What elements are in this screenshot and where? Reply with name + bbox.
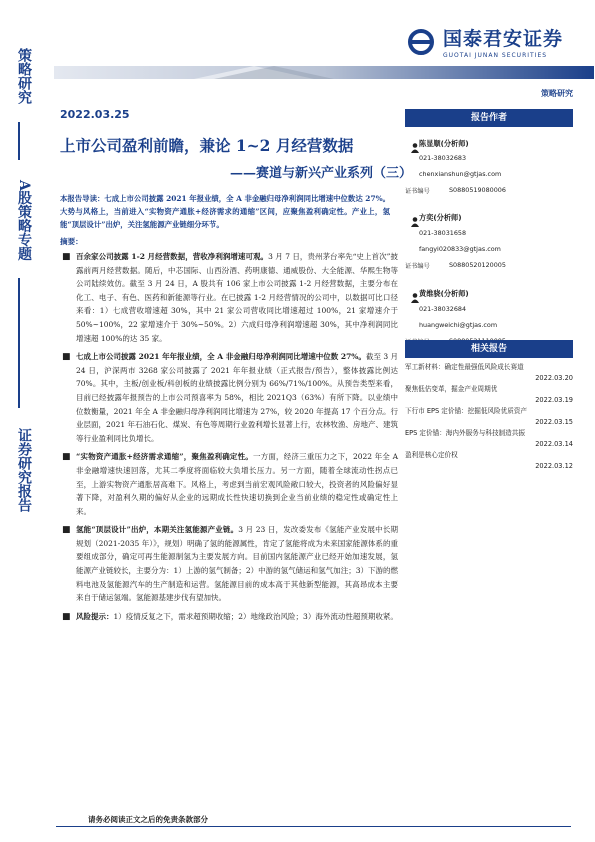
report-intro: 本报告导读：七成上市公司披露 2021 年报业绩，全 A 非金融归母净利润同比增速中位数达 27%。大势与风格上，当前进入“实物资产通胀+经济需求的通缩”区间，应聚焦盈利确定性。产业上，氢能“顶层设计”出炉，关注氢能源产业链细分环节。 [60,194,390,229]
logo-mark-icon [405,29,437,55]
author-email[interactable]: chenxianshun@gtjas.com [419,170,502,178]
abstract-bullet [60,250,398,345]
side-section-label: 策略研究 [16,48,32,104]
logo-text-en: GUOTAI JUNAN SECURITIES [443,52,548,59]
doc-type-label: 策略研究 [541,89,573,98]
related-report-date: 2022.03.14 [535,440,573,448]
side-divider [18,122,20,160]
related-report-title[interactable]: 军工新材料：确定性最强低风险成长赛道 [405,363,524,371]
author-cert: S0880519080006 [449,186,506,194]
left-strip [0,0,38,842]
report-subtitle: ——赛道与新兴产业系列（三） [230,166,413,181]
abstract-bullet [60,350,398,445]
abstract-label: 摘要： [60,237,83,246]
author-name: 黄维骁(分析师) [419,289,469,298]
author-phone: 021-38032683 [419,154,467,162]
author-name: 方奕(分析师) [419,213,462,222]
side-divider [18,278,20,408]
bullet-dot-icon: ■ [62,525,71,536]
related-report-date: 2022.03.12 [535,462,573,470]
bullet-lead: “实物资产通胀+经济需求通缩”，聚焦盈利确定性。 [76,452,253,462]
side-doc-label: 证券研究报告 [16,428,32,512]
bullet-dot-icon: ■ [62,611,71,622]
related-report-title[interactable]: 聚焦低估变革，掘金产业周期优 [405,385,498,393]
related-reports-panel [405,340,573,472]
bullet-body: 3 月 23 日，发改委发布《氢能产业发展中长期规划（2021-2035 年）》，规划）明确了氢的能源属性，肯定了氢能将成为未来国家能源体系的重要组成部分，确定可再生能源制氢为主要发展方向。目前国内氢能源产业已经开始加速发展，氢能源产业链较长，主要分为：1）上游的氢气制备；2）中游的氢气储运和氢气加注；3）下游的燃料电池及氢能源汽车的生产制造和运营。氢能源目前的成本高于其他新型能源，其高昂成本主要来自于储运氢端。氢能源基建步伐有望加快。 [76,525,398,603]
related-title: 相关报告 [405,340,573,358]
bullet-lead: 氢能“顶层设计”出炉，本期关注氢能源产业链。 [76,525,239,535]
abstract-bullet [60,450,398,518]
bullet-body: 截至 3 月 24 日，沪深两市 3268 家公司披露了 2021 年年报业绩（正式报告/预告），整体披露比例达 70%。其中，主板/创业板/科创板的业绩披露比例分别为 66%/71%/100%。从预告类型来看，目前已经披露年报预告的上市公司预喜率为 58%，相比 2021Q3（63%）有所下降。以业绩中位数衡量，2021 年全 A 非金融归母净利润同比增速为 27%，较 2020 年提高 17 个百分点。行业层面，2021 年石油石化、煤炭、有色等周期行业盈利增长显著上行，农林牧渔、房地产、建筑等行业盈利同比负增长。 [76,352,398,443]
author-email[interactable]: huangweichi@gtjas.com [419,321,498,329]
author-phone: 021-38031658 [419,229,467,237]
bullet-body: 1）疫情反复之下，需求超预期收缩；2）地缘政治风险；3）海外流动性超预期收紧。 [113,611,398,621]
bullet-lead: 百余家公司披露 1-2 月经营数据，营收净利润增速可观。 [76,252,269,261]
side-topic-label: A股策略专题 [16,179,32,261]
abstract-bullet [60,610,398,624]
footer-divider [56,826,571,827]
related-report-title[interactable]: 下行市 EPS 定价锚：挖掘低风险优质资产 [405,407,528,415]
company-logo [405,24,563,59]
bullet-body: 一方面，经济三重压力之下，2022 年全 A 非金融增速快速回落，尤其二季度将面临较大负增长压力。另一方面，随着全球流动性拐点已至，上游实物资产通胀居高难下。风格上，考虑到当前宏观风险敞口较大，投资者的风险偏好显著下降，对盈利久期的偏好从企业的远期成长性快速切换到企业当前业绩的稳定性或确定性上来。 [76,452,398,516]
authors-panel [405,109,573,371]
bullet-body: 3 月 7 日，贵州茅台率先“史上首次”披露前两月经营数据。随后，中芯国际、山西汾酒、药明康德、通威股份、大全能源、华熙生物等公司陆续效仿。截至 3 月 24 日，A 股共有 106 家上市公司披露 1-2 月经营数据，主要分布在化工、电子、有色、医药和新能源等行业。在已披露 1-2 月经营情况的公司中，以数据可比口径来看：1）七成营收增速超 30%，其中 21 家公司营收同比增速超过 100%，21 家增速介于 50%~100%，22 家增速介于 30%~50%。2）六成归母净利润增速超 30%，其中净利润同比增速超 100%的达 35 家。 [76,252,398,343]
person-icon [411,143,419,153]
abstract-bullet [60,523,398,605]
report-title: 上市公司盈利前瞻，兼论 1~2 月经营数据 [60,136,354,155]
authors-title: 报告作者 [405,109,573,127]
person-icon [411,293,419,303]
related-report-date: 2022.03.20 [535,374,573,382]
author-phone: 021-38032684 [419,305,467,313]
related-report-title[interactable]: EPS 定价锚：海内外服务与科技制造共振 [405,429,525,437]
logo-text-cn: 国泰君安证券 [443,28,564,50]
person-icon [411,217,419,227]
cert-label: 证书编号 [405,263,430,270]
abstract-bullets [60,250,398,623]
bullet-lead: 七成上市公司披露 2021 年年报业绩，全 A 非金融归母净利润同比增速中位数 27%。 [76,352,366,362]
footer-disclaimer: 请务必阅读正文之后的免责条款部分 [88,815,208,824]
author-name: 陈显顺(分析师) [419,139,469,148]
related-report-title[interactable]: 盈利是核心定价权 [405,451,458,459]
author-email[interactable]: fangyi020833@gtjas.com [419,245,501,253]
bullet-dot-icon: ■ [62,452,71,463]
header-banner [54,66,594,79]
cert-label: 证书编号 [405,188,430,195]
bullet-dot-icon: ■ [62,252,71,262]
author-cert: S0880520120005 [449,261,506,269]
bullet-lead: 风险提示： [76,611,114,621]
bullet-dot-icon: ■ [62,352,71,363]
related-report-date: 2022.03.19 [535,396,573,404]
related-report-date: 2022.03.15 [535,418,573,426]
report-date: 2022.03.25 [60,108,130,121]
